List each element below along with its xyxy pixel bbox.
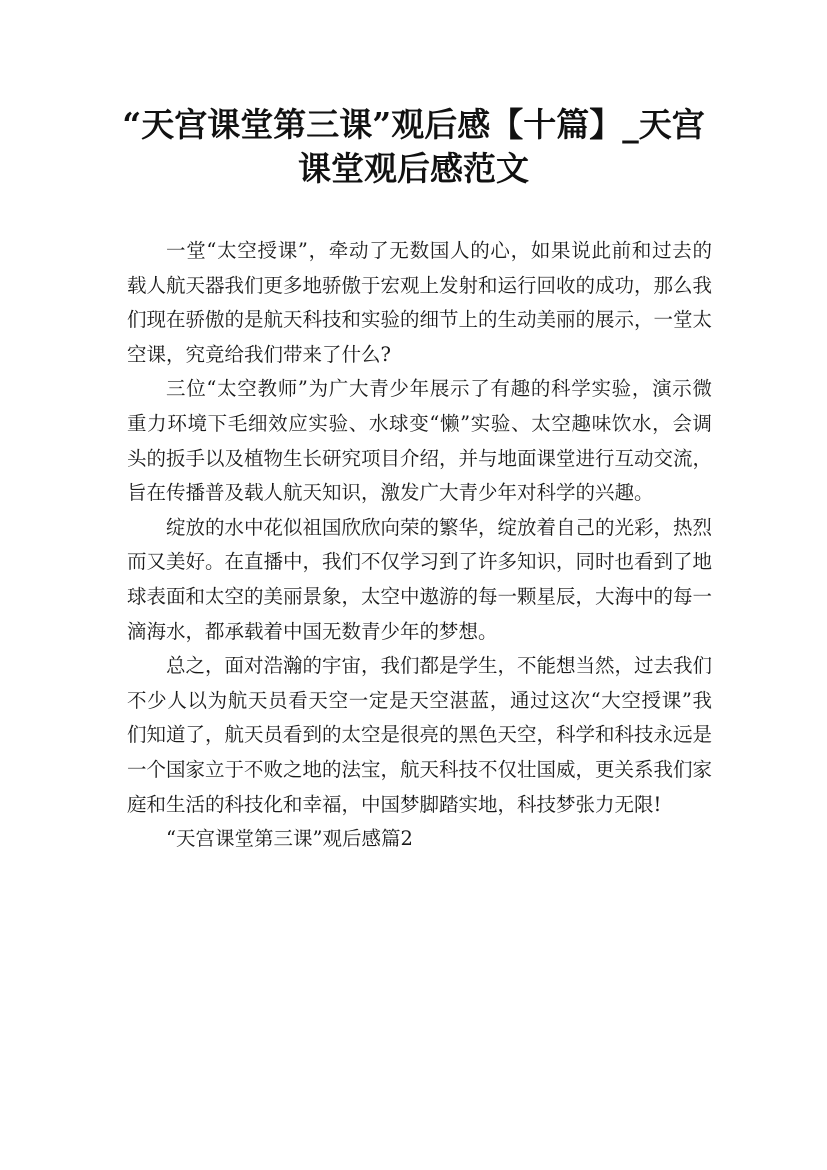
document-body — [127, 234, 712, 857]
paragraph-2: 三位“太空教师”为广大青少年展示了有趣的科学实验，演示微重力环境下毛细效应实验、水球变“懒”实验、太空趣味饮水，会调头的扳手以及植物生长研究项目介绍，并与地面课堂进行互动交流，旨在传播普及载人航天知识，激发广大青少年对科学的兴趣。 — [127, 377, 713, 505]
paragraph-1: 一堂“太空授课”，牵动了无数国人的心，如果说此前和过去的载人航天器我们更多地骄傲于宏观上发射和运行回收的成功，那么我们现在骄傲的是航天科技和实验的细节上的生动美丽的展示，一堂太空课，究竟给我们带来了什么? — [127, 239, 713, 366]
paragraph-3: 绽放的水中花似祖国欣欣向荣的繁华，绽放着自己的光彩，热烈而又美好。在直播中，我们不仅学习到了许多知识，同时也看到了地球表面和太空的美丽景象，太空中遨游的每一颗星辰，大海中的每一滴海水，都承载着中国无数青少年的梦想。 — [127, 515, 713, 643]
document-title: “天宫课堂第三课”观后感【十篇】_天宫课堂观后感范文 — [122, 105, 705, 188]
paragraph-4: 总之，面对浩瀚的宇宙，我们都是学生，不能想当然，过去我们不少人以为航天员看天空一定是天空湛蓝，通过这次“大空授课”我们知道了，航天员看到的太空是很亮的黑色天空，科学和科技永远是一个国家立于不败之地的法宝，航天科技不仅壮国威，更关系我们家庭和生活的科技化和幸福，中国梦脚踏实地，科技梦张力无限! — [127, 654, 713, 816]
section-subheading: “天宫课堂第三课”观后感篇2 — [166, 827, 413, 851]
